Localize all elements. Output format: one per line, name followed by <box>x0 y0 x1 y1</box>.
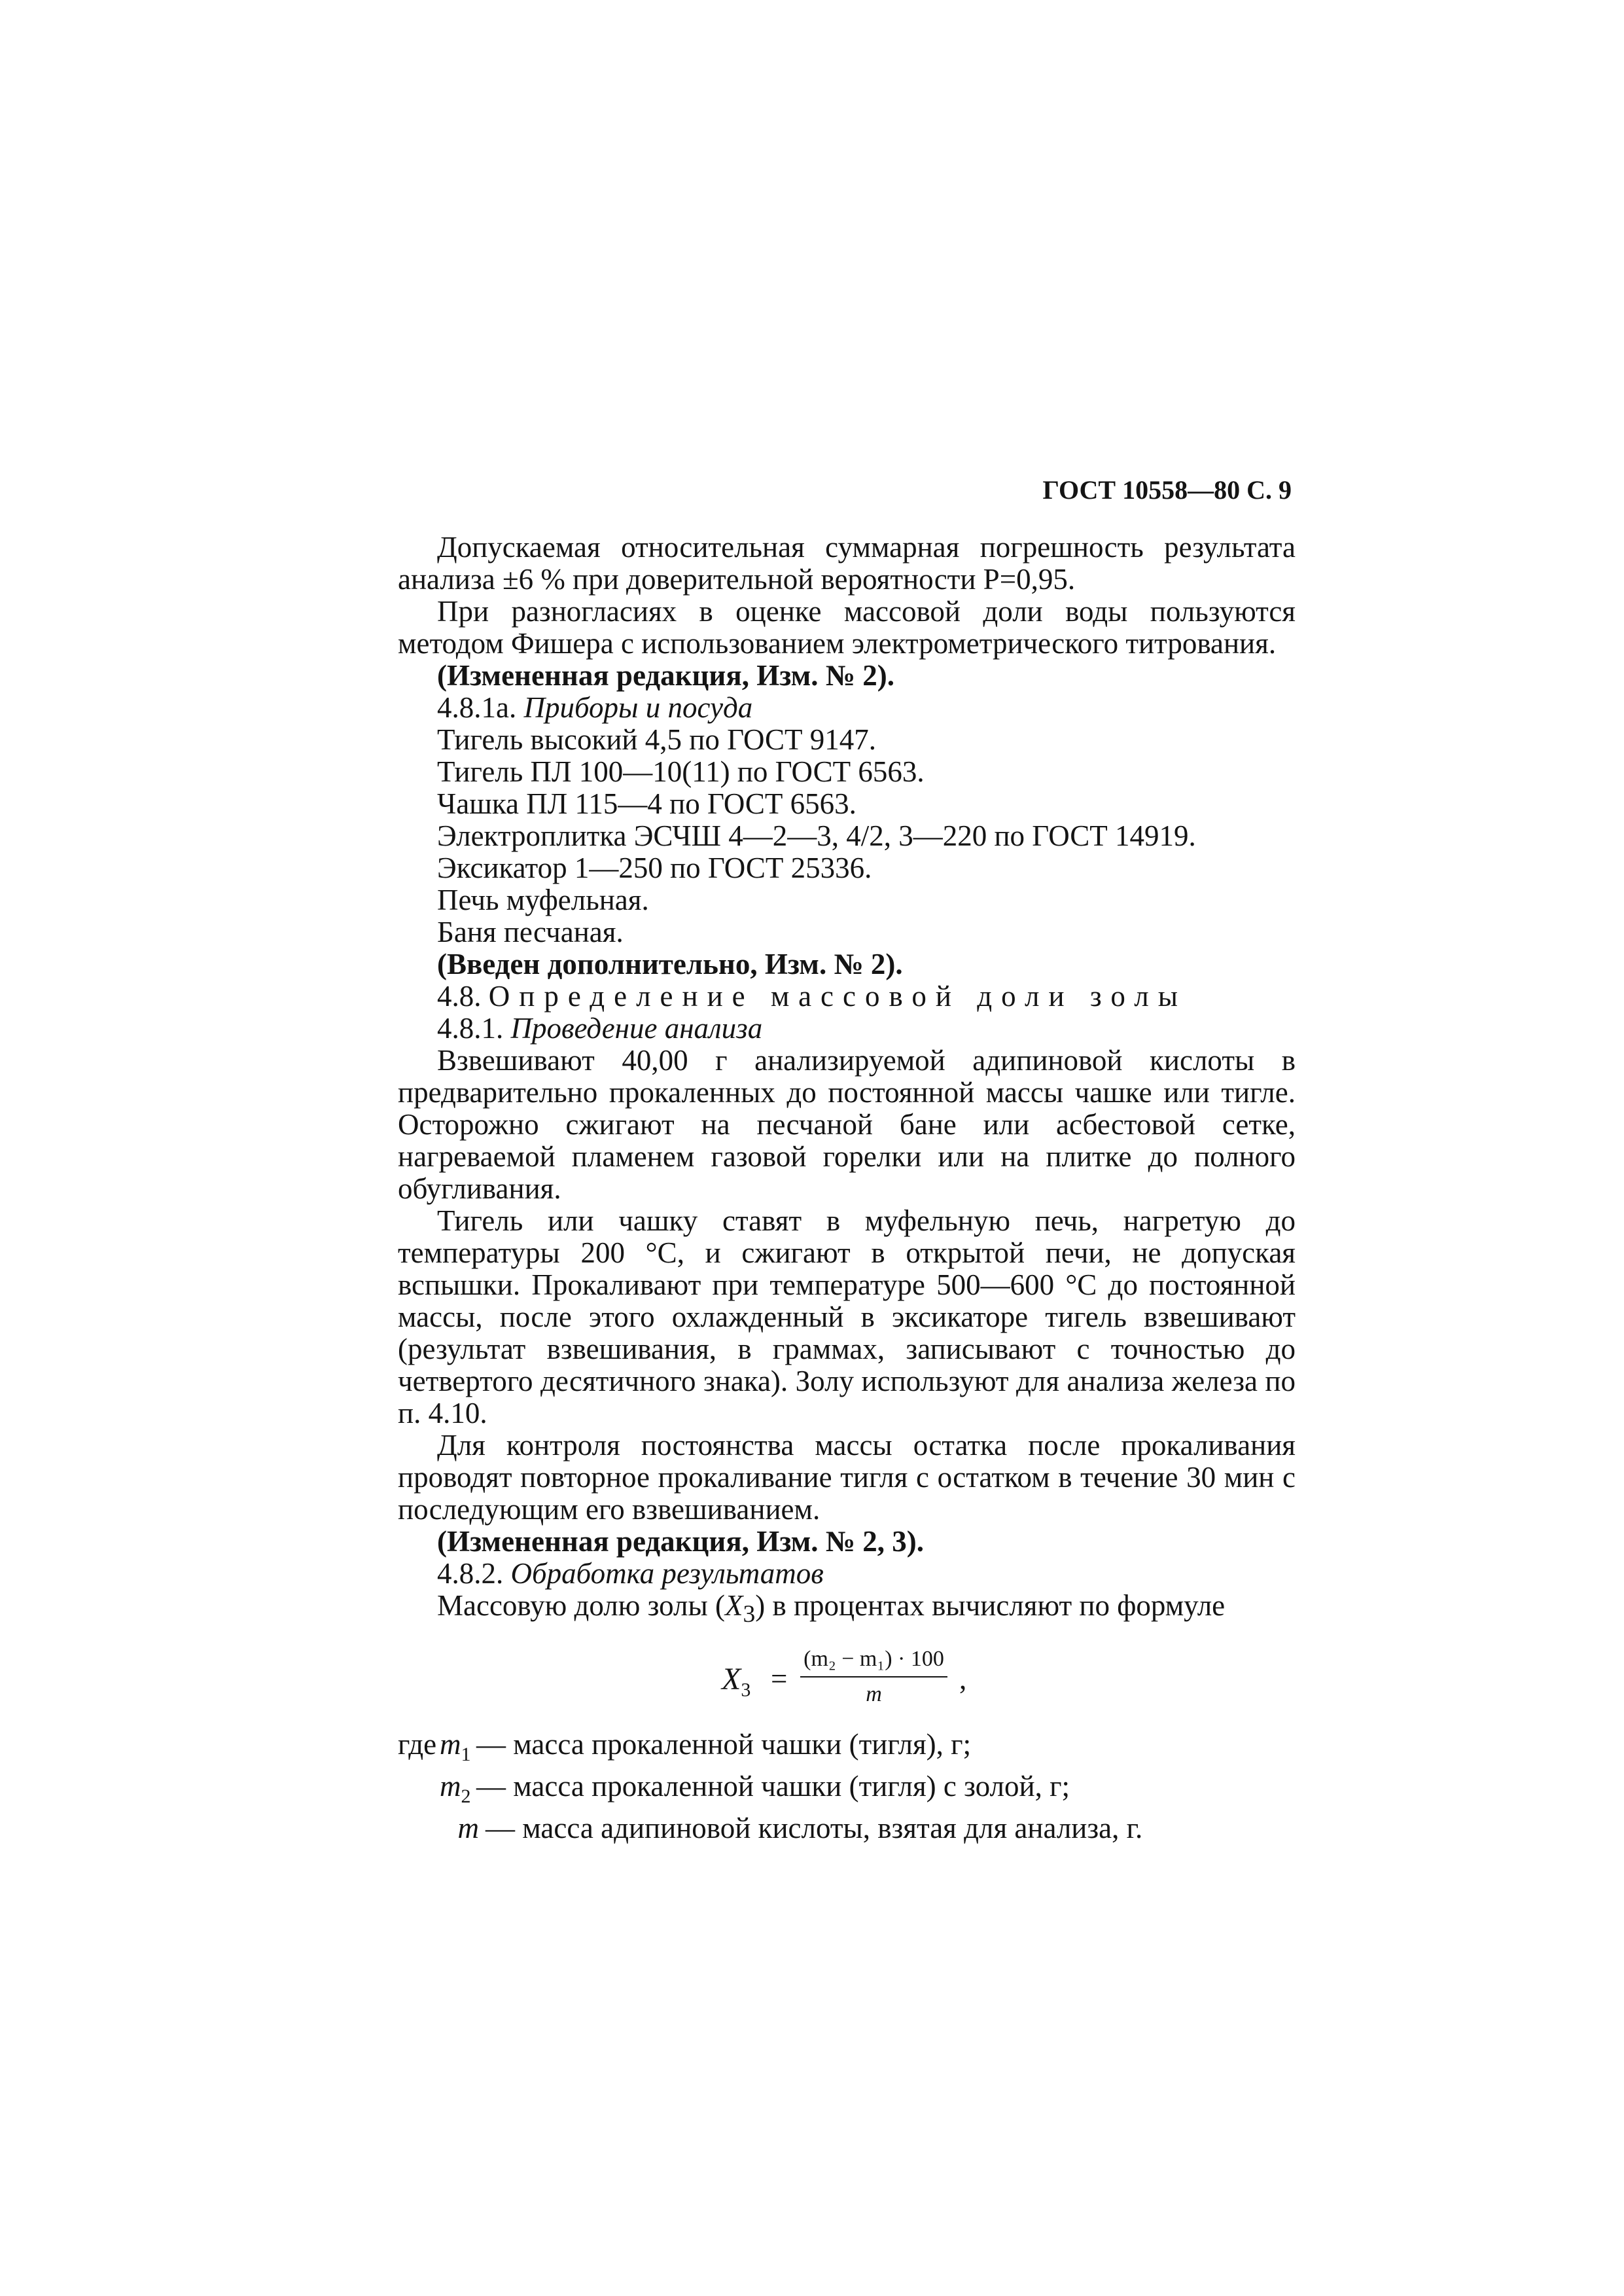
equipment-item: Тигель ПЛ 100—10(11) по ГОСТ 6563. <box>437 755 925 788</box>
section-title: Приборы и посуда <box>523 691 753 724</box>
section-4-8-2-heading <box>398 1558 1296 1590</box>
equipment-item: Эксикатор 1—250 по ГОСТ 25336. <box>437 852 872 884</box>
paragraph-formula-intro: Массовую долю золы $(X_3)$ в процентах вычисляют по формуле <box>437 1589 1226 1628</box>
variable-description: — масса прокаленной чашки (тигля), г; <box>476 1728 972 1761</box>
paragraph-mass-control: Для контроля постоянства массы остатка после прокаливания проводят повторное прокаливание тигля с остатком в течение 30 мин с последующим его взвешиванием. <box>398 1429 1296 1526</box>
section-number: 4.8. <box>437 980 482 1013</box>
definition-row <box>398 1812 1296 1854</box>
variable-description: — масса прокаленной чашки (тигля) с золой, г; <box>476 1770 1070 1803</box>
equipment-item: Электроплитка ЭСЧШ 4—2—3, 4/2, 3—220 по ГОСТ 14919. <box>437 819 1196 852</box>
section-title: Проведение анализа <box>510 1012 763 1045</box>
equipment-item: Чашка ПЛ 115—4 по ГОСТ 6563. <box>437 787 856 820</box>
variable-symbol: $m_2$ <box>440 1770 471 1807</box>
paragraph-calcination: Тигель или чашку ставят в муфельную печь, нагретую до температуры 200 °С, и сжигают в открытой печи, не допуская вспышки. Прокаливают при температуре 500—600 °С до постоянной массы, после этого охлажденный в эксикаторе тигель взвешивают (результат взвешивания, в граммах, записывают с точностью до четвертого десятичного знака). Золу используют для анализа железа по п. 4.10. <box>398 1204 1296 1429</box>
formula-lhs: $X_3$ <box>722 1662 751 1701</box>
paragraph-weighing: Взвешивают 40,00 г анализируемой адипиновой кислоты в предварительно прокаленных до постоянной массы чашке или тигле. Осторожно сжигают на песчаной бане или асбестовой сетке, нагреваемой пламенем газовой горелки или на плитке до полного обугливания. <box>398 1044 1296 1205</box>
paragraph-fischer-method: При разногласиях в оценке массовой доли воды пользуются методом Фишера с использованием электрометрического титрования. <box>398 595 1296 660</box>
section-number: 4.8.1. <box>437 1012 504 1045</box>
amendment-note: (Введен дополнительно, Изм. № 2). <box>437 948 903 980</box>
equipment-item: Тигель высокий 4,5 по ГОСТ 9147. <box>437 723 877 756</box>
page-header: ГОСТ 10558—80 С. 9 <box>1042 475 1292 505</box>
equipment-item: Печь муфельная. <box>437 884 649 916</box>
equipment-item: Баня песчаная. <box>437 916 624 948</box>
definition-row <box>398 1770 1296 1812</box>
amendment-note: (Измененная редакция, Изм. № 2, 3). <box>437 1525 925 1558</box>
section-4-8-1-heading <box>398 1013 1296 1045</box>
ash-formula <box>398 1645 1296 1717</box>
paragraph-error-tolerance: Допускаемая относительная суммарная погрешность результата анализа ±6 % при доверительной вероятности P=0,95. <box>398 531 1296 596</box>
section-4-8-1a-heading <box>398 692 1296 724</box>
page-content <box>398 531 1296 1854</box>
variable-definitions <box>398 1729 1296 1854</box>
section-title: Обработка результатов <box>510 1557 824 1590</box>
where-word: где <box>398 1728 437 1761</box>
formula-comma: , <box>959 1662 967 1695</box>
formula-equals: = <box>771 1662 788 1695</box>
formula-denominator: m <box>866 1682 882 1706</box>
formula-fraction <box>800 1645 947 1708</box>
amendment-note: (Измененная редакция, Изм. № 2). <box>437 659 895 692</box>
variable-symbol: m <box>457 1812 479 1844</box>
section-number: 4.8.2. <box>437 1557 504 1590</box>
section-title: Определение массовой доли золы <box>488 980 1187 1013</box>
formula-numerator: (m₂ − m₁) · 100 <box>803 1647 944 1671</box>
definition-row <box>398 1729 1296 1770</box>
fraction-bar <box>800 1676 947 1677</box>
section-number: 4.8.1а. <box>437 691 517 724</box>
variable-symbol: $m_1$ <box>440 1728 471 1765</box>
variable-description: — масса адипиновой кислоты, взятая для анализа, г. <box>485 1812 1143 1844</box>
section-4-8-heading <box>398 980 1296 1013</box>
